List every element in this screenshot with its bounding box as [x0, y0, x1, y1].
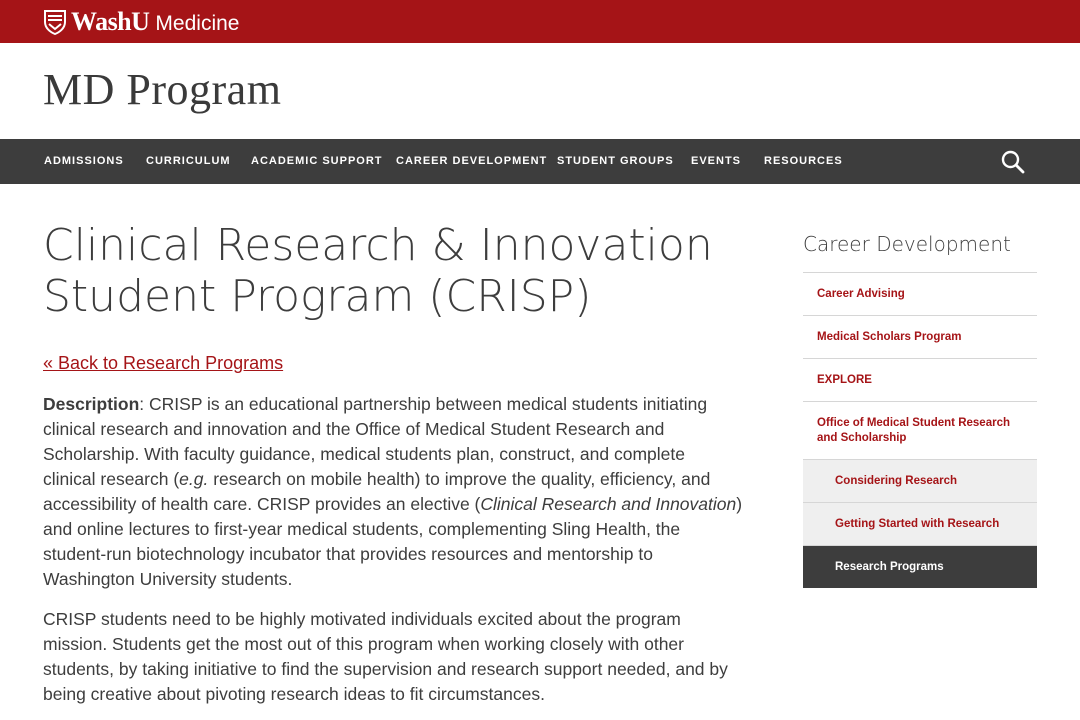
- sidebar-item-research-programs[interactable]: Research Programs: [803, 545, 1037, 588]
- paragraph-line: mission. Students get the most out of this program when working closely with other: [43, 634, 684, 654]
- sidebar-heading[interactable]: Career Development: [803, 232, 1011, 256]
- nav-resources[interactable]: RESOURCES: [764, 155, 843, 167]
- sidebar-item-explore[interactable]: EXPLORE: [803, 358, 1037, 401]
- paragraph-line: and online lectures to first-year medical students, complementing Sling Health, the: [43, 519, 681, 539]
- nav-admissions[interactable]: ADMISSIONS: [44, 155, 124, 167]
- nav-student-groups[interactable]: STUDENT GROUPS: [557, 155, 674, 167]
- paragraph-line: clinical research (e.g. research on mobile health) to improve the quality, efficiency, and: [43, 469, 711, 489]
- top-brand-bar: [0, 0, 1080, 43]
- search-icon[interactable]: [1000, 149, 1026, 175]
- sidebar-item-medical-scholars-program[interactable]: Medical Scholars Program: [803, 315, 1037, 358]
- nav-career-development[interactable]: CAREER DEVELOPMENT: [396, 155, 548, 167]
- mission-paragraph: [43, 607, 728, 707]
- shield-icon: [43, 9, 67, 35]
- logo-medicine-text: Medicine: [155, 11, 240, 35]
- nav-academic-support[interactable]: ACADEMIC SUPPORT: [251, 155, 383, 167]
- back-to-research-programs-link[interactable]: « Back to Research Programs: [43, 353, 284, 373]
- sidebar-item-office-of-medical-student-research[interactable]: Office of Medical Student Research and Scholarship: [803, 401, 1037, 459]
- logo-washu-text: WashU: [71, 7, 150, 36]
- nav-curriculum[interactable]: CURRICULUM: [146, 155, 231, 167]
- sidebar-item-career-advising[interactable]: Career Advising: [803, 272, 1037, 315]
- paragraph-line: students, by taking initiative to find the supervision and research support needed, and by: [43, 659, 728, 679]
- page-title-line-1: Clinical Research & Innovation: [43, 220, 713, 271]
- sidebar-nav: [803, 272, 1037, 588]
- description-label: Description: [43, 394, 140, 414]
- page-title: [43, 220, 723, 322]
- page-title-line-2: Student Program (CRISP): [43, 271, 592, 322]
- paragraph-line: Scholarship. With faculty guidance, medical students plan, construct, and complete: [43, 444, 686, 464]
- main-nav: [0, 139, 1080, 184]
- paragraph-line: accessibility of health care. CRISP provides an elective (Clinical Research and Innovation): [43, 494, 743, 514]
- paragraph-line: clinical research and innovation and the Office of Medical Student Research and: [43, 419, 665, 439]
- paragraph-line: Washington University students.: [43, 569, 293, 589]
- washu-medicine-logo[interactable]: [43, 7, 239, 37]
- program-title[interactable]: MD Program: [43, 65, 282, 114]
- paragraph-line: student-run biotechnology incubator that provides resources and mentorship to: [43, 544, 653, 564]
- paragraph-line: CRISP students need to be highly motivated individuals excited about the program: [43, 609, 681, 629]
- paragraph-line: being creative about pivoting research ideas to fit circumstances.: [43, 684, 545, 704]
- sidebar-item-getting-started-with-research[interactable]: Getting Started with Research: [803, 502, 1037, 545]
- sidebar-item-considering-research[interactable]: Considering Research: [803, 459, 1037, 502]
- paragraph-line: Description: CRISP is an educational partnership between medical students initiating: [43, 394, 708, 414]
- description-paragraph: [43, 392, 743, 592]
- nav-events[interactable]: EVENTS: [691, 155, 742, 167]
